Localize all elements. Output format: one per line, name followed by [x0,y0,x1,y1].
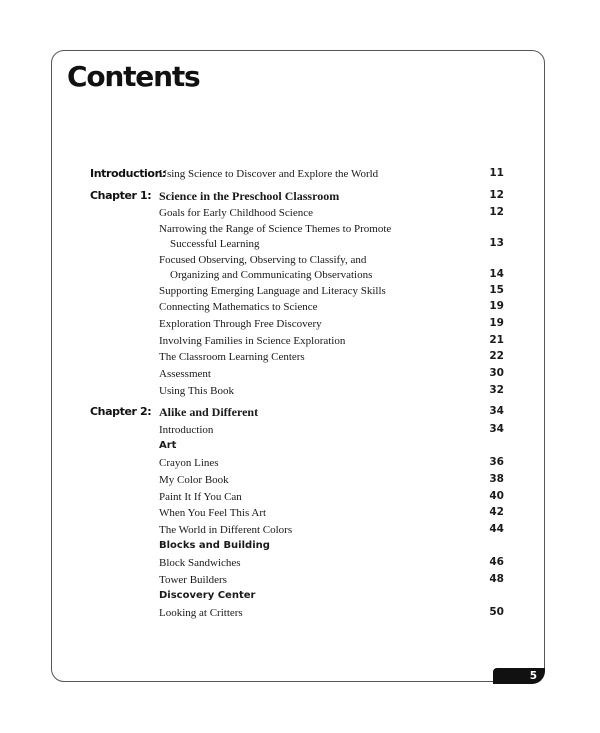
toc-page-number: 36 [489,456,504,468]
toc-entry-line-2: Successful Learning [170,238,260,250]
toc-entry-text: Introduction [159,424,214,436]
toc-page-number: 14 [489,268,504,280]
toc-entry-text: The Classroom Learning Centers [159,351,305,363]
toc-entry-text [159,222,459,252]
toc-intro-text: Using Science to Discover and Explore the World [159,168,379,180]
toc-page-number: 30 [489,367,504,379]
toc-page-number: 13 [489,237,504,249]
toc-page-number: 40 [489,490,504,502]
toc-entry-text: Involving Families in Science Exploration [159,335,346,347]
toc-page-number: 15 [489,284,504,296]
toc-entry-text: Using This Book [159,385,234,397]
toc-intro-label: Introduction: [90,167,167,180]
chapter-title: Science in the Preschool Classroom [159,189,340,203]
chapter-label: Chapter 2: [90,405,152,418]
toc-entry-line-1: Narrowing the Range of Science Themes to Promote [159,223,392,235]
toc-page-number: 19 [489,300,504,312]
toc-subheading-text: Blocks and Building [159,540,270,551]
toc-page-number: 32 [489,384,504,396]
toc-entry-text: My Color Book [159,474,229,486]
toc-subheading-text: Art [159,440,177,451]
toc-page-number: 48 [489,573,504,585]
toc-entry-text: Tower Builders [159,574,227,586]
page-title: Contents [67,60,200,93]
toc-page-number: 34 [489,405,504,417]
toc-entry-text: Crayon Lines [159,457,219,469]
toc-page-number: 44 [489,523,504,535]
toc-page-number: 11 [489,167,504,179]
toc-entry-text: When You Feel This Art [159,507,267,519]
toc-page-number: 12 [489,189,504,201]
toc-entry-line-1: Focused Observing, Observing to Classify, and [159,254,367,266]
toc-page-number: 50 [489,606,504,618]
toc-entry-text: Supporting Emerging Language and Literacy Skills [159,285,386,297]
toc-entry-text: Looking at Critters [159,607,243,619]
toc-page-number: 21 [489,334,504,346]
page-number-tab [493,668,545,684]
toc-entry-text: Goals for Early Childhood Science [159,207,313,219]
toc-entry-text: The World in Different Colors [159,524,293,536]
toc-page-number: 12 [489,206,504,218]
toc-page-number: 34 [489,423,504,435]
toc-page-number: 19 [489,317,504,329]
chapter-title: Alike and Different [159,405,259,419]
toc-entry-text: Connecting Mathematics to Science [159,301,318,313]
toc-entry-line-2: Organizing and Communicating Observations [170,269,373,281]
toc-entry-text: Paint It If You Can [159,491,242,503]
toc-page-number: 42 [489,506,504,518]
toc-entry-text: Block Sandwiches [159,557,241,569]
chapter-label: Chapter 1: [90,189,152,202]
toc-entry-text: Exploration Through Free Discovery [159,318,322,330]
toc-entry-text: Assessment [159,368,211,380]
toc-page-number: 22 [489,350,504,362]
page-number: 5 [529,670,537,682]
toc-subheading-text: Discovery Center [159,590,256,601]
toc-entry-text [159,253,459,283]
toc-page-number: 38 [489,473,504,485]
toc-page-number: 46 [489,556,504,568]
